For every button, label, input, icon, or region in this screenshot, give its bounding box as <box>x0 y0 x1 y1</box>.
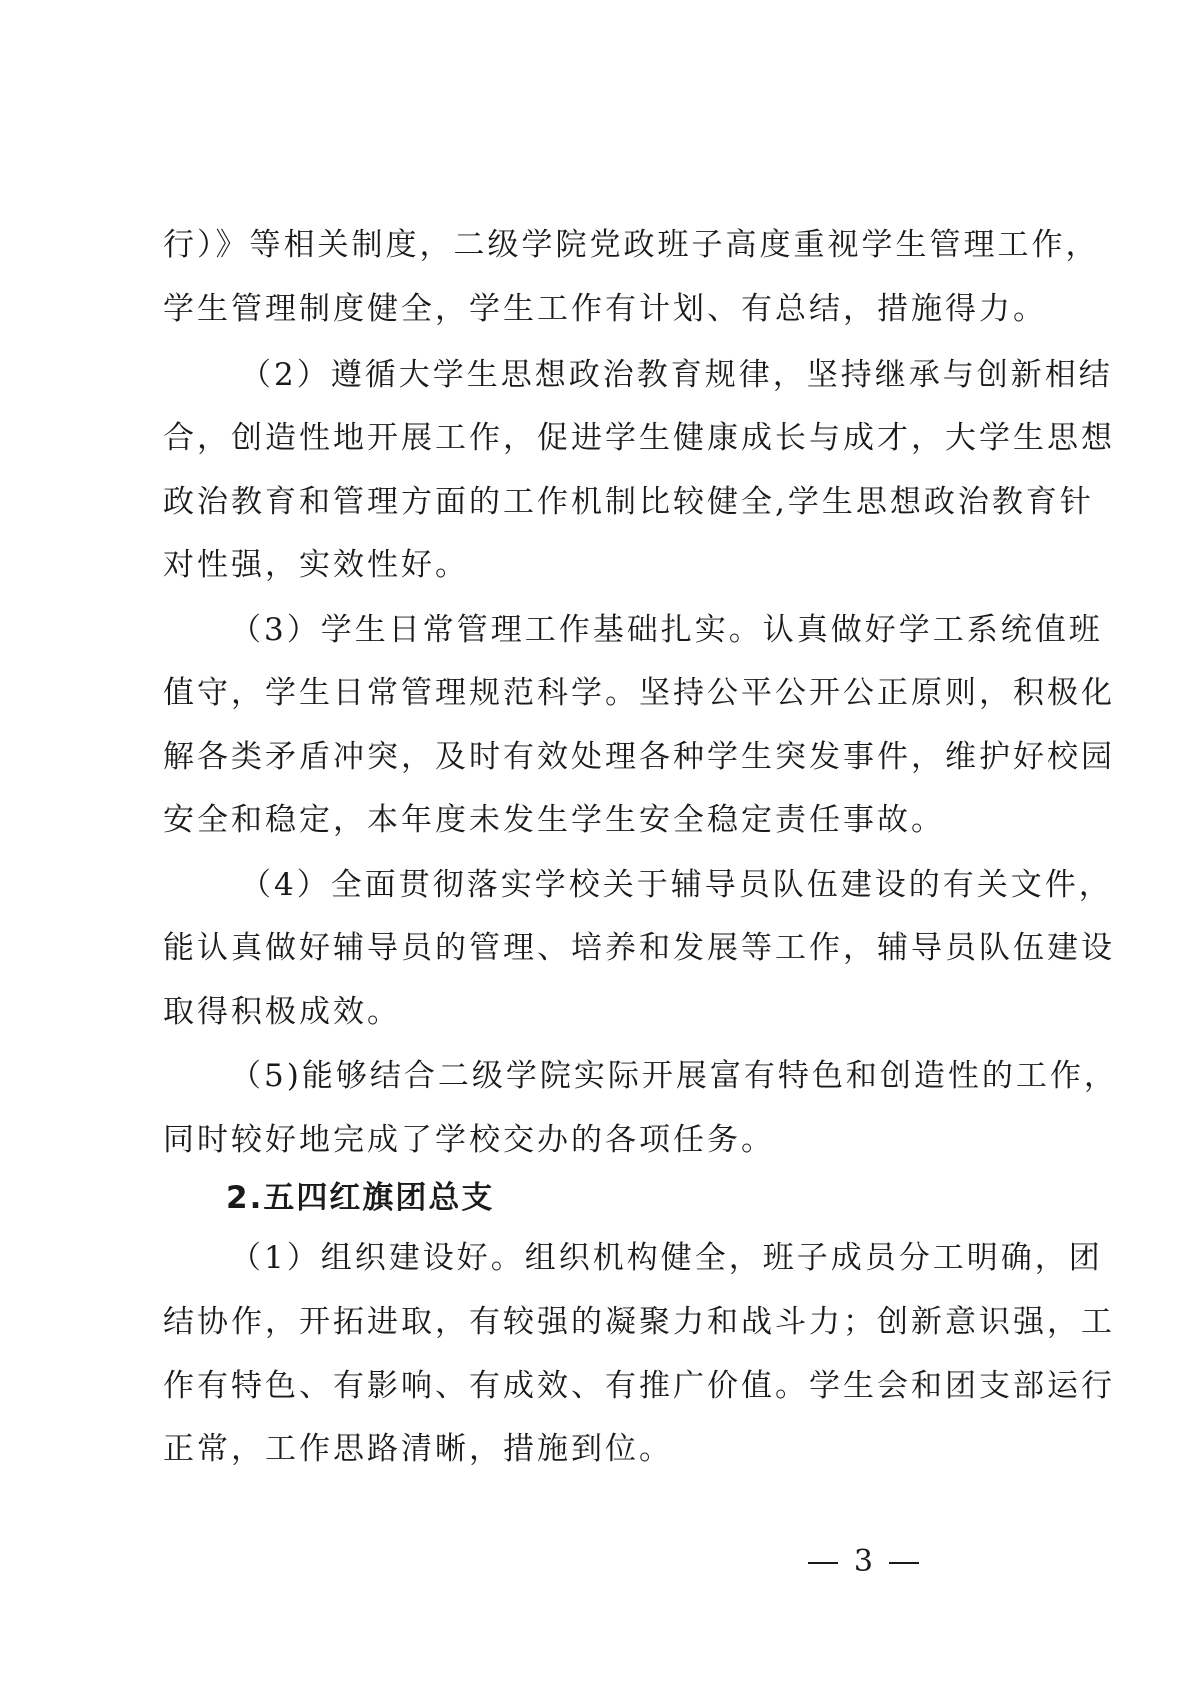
paragraph-6-start: （1）组织建设好。组织机构健全，班子成员分工明确，团 <box>230 1240 1103 1276</box>
section-heading: 2.五四红旗团总支 <box>226 1180 495 1216</box>
page-number <box>0 1540 1200 1584</box>
text-line: 行）》等相关制度，二级学院党政班子高度重视学生管理工作， <box>163 227 1100 263</box>
dash-right <box>889 1562 919 1564</box>
text-line: 同时较好地完成了学校交办的各项任务。 <box>163 1122 775 1158</box>
paragraph-4-start: （4）全面贯彻落实学校关于辅导员队伍建设的有关文件， <box>240 867 1113 903</box>
text-line: 取得积极成效。 <box>163 994 401 1030</box>
dash-left <box>808 1562 838 1564</box>
text-line: 作有特色、有影响、有成效、有推广价值。学生会和团支部运行 <box>163 1368 1115 1404</box>
text-line: 值守，学生日常管理规范科学。坚持公平公开公正原则，积极化 <box>163 675 1115 711</box>
text-line: 对性强，实效性好。 <box>163 547 469 583</box>
text-line: 结协作，开拓进取，有较强的凝聚力和战斗力；创新意识强，工 <box>163 1304 1115 1340</box>
page-number-value: 3 <box>853 1544 873 1579</box>
text-line: 正常，工作思路清晰，措施到位。 <box>163 1431 673 1467</box>
text-line: 安全和稳定，本年度未发生学生安全稳定责任事故。 <box>163 802 945 838</box>
text-line: 合，创造性地开展工作，促进学生健康成长与成才，大学生思想 <box>163 420 1115 456</box>
text-line: 政治教育和管理方面的工作机制比较健全,学生思想政治教育针 <box>163 484 1094 520</box>
paragraph-5-start: （5)能够结合二级学院实际开展富有特色和创造性的工作， <box>230 1058 1118 1094</box>
text-line: 学生管理制度健全，学生工作有计划、有总结，措施得力。 <box>163 291 1047 327</box>
paragraph-3-start: （3）学生日常管理工作基础扎实。认真做好学工系统值班 <box>230 612 1103 648</box>
text-line: 能认真做好辅导员的管理、培养和发展等工作，辅导员队伍建设 <box>163 930 1115 966</box>
paragraph-2-start: （2）遵循大学生思想政治教育规律，坚持继承与创新相结 <box>240 357 1113 393</box>
text-line: 解各类矛盾冲突，及时有效处理各种学生突发事件，维护好校园 <box>163 739 1115 775</box>
